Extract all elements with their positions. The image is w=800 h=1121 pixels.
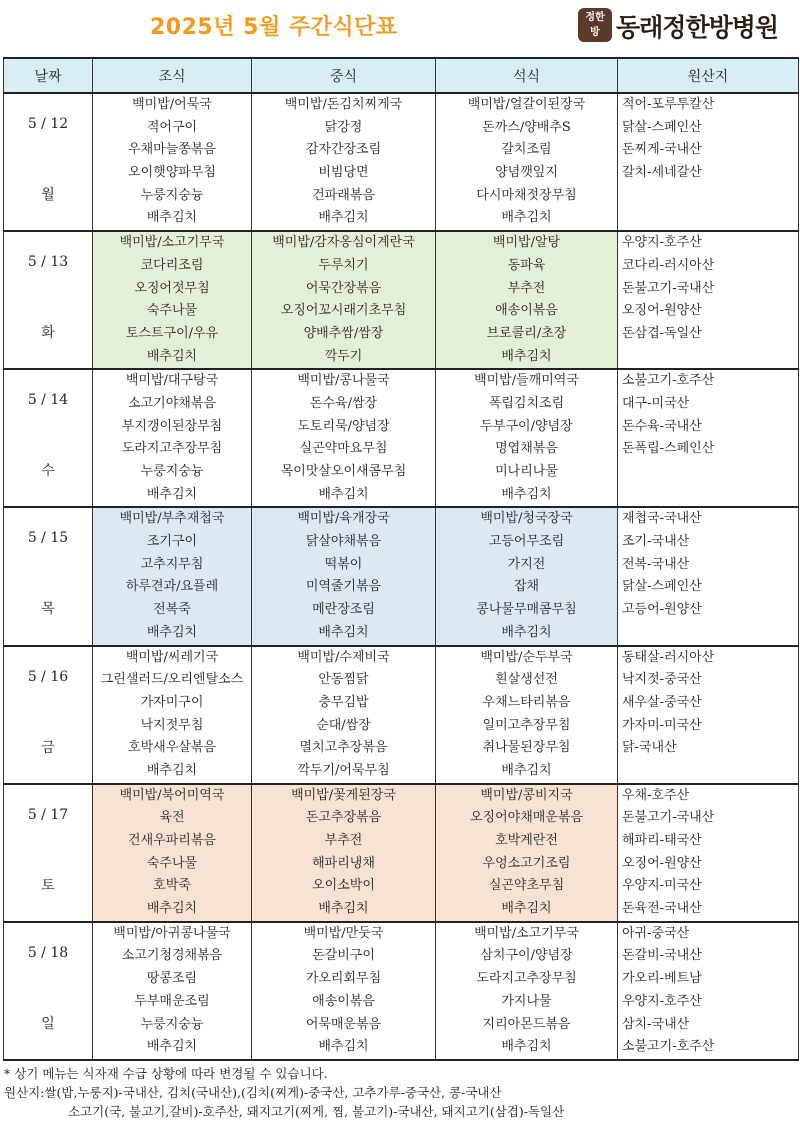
lunch-menu-item: 배추김치	[318, 210, 369, 226]
breakfast-menu-item: 누룽지숭늉	[140, 187, 204, 203]
dinner-menu-item: 두부구이/양념장	[480, 418, 573, 434]
lunch-menu-item: 배추김치	[318, 624, 369, 640]
day-row	[4, 784, 799, 922]
dinner-menu-item: 폭립김치조림	[488, 395, 565, 411]
lunch-menu-item: 돈수육/쌈장	[309, 395, 378, 411]
dinner-cell	[436, 507, 618, 645]
dinner-menu-item: 갈치조림	[501, 142, 552, 158]
date-cell	[4, 369, 93, 507]
breakfast-menu-item: 오이햇양파무침	[128, 165, 216, 181]
hospital-name: 동래정한방병원	[616, 13, 779, 42]
lunch-menu-item: 실곤약마요무침	[299, 441, 388, 457]
hospital-logo: 정한 방	[578, 8, 612, 42]
origin-item: 가오리-베트남	[622, 971, 702, 987]
origin-item: 소불고기-호주산	[622, 1039, 715, 1055]
origin-item: 돈수육-국내산	[622, 418, 702, 434]
dinner-menu-item: 배추김치	[501, 348, 552, 364]
day-row	[4, 922, 799, 1060]
breakfast-menu-item: 백미밥/부추재첩국	[119, 511, 225, 527]
lunch-menu-item: 떡볶이	[324, 556, 363, 572]
dinner-menu-item: 미나리나물	[495, 464, 558, 479]
dinner-cell	[436, 646, 618, 784]
table-header-row	[4, 58, 799, 93]
date-label: 5 / 18	[27, 944, 69, 961]
date-cell	[4, 507, 93, 645]
dinner-menu-item: 백미밥/소고기무국	[474, 925, 579, 941]
breakfast-menu-item: 두부매운조림	[134, 993, 210, 1009]
origin-item: 대구-미국산	[622, 395, 690, 411]
origin-item: 해파리-태국산	[622, 833, 702, 848]
origin-item: 갈치-세네갈산	[622, 165, 702, 181]
breakfast-menu-item: 배추김치	[146, 762, 198, 778]
date-cell	[4, 784, 93, 922]
dinner-menu-item: 가지전	[507, 556, 546, 572]
day-row	[4, 646, 799, 784]
breakfast-menu-item: 배추김치	[146, 210, 198, 226]
origin-item	[618, 346, 798, 369]
dinner-menu-item: 동파육	[507, 257, 546, 273]
origin-item: 재첩국-국내산	[622, 511, 702, 527]
lunch-menu-item: 도토리묵/양념장	[297, 418, 390, 434]
origin-item	[618, 207, 798, 230]
origin-cell	[618, 93, 799, 231]
dinner-menu-item: 백미밥/얼갈이된장국	[467, 97, 586, 112]
day-row	[4, 507, 799, 645]
lunch-menu-item: 애송이볶음	[312, 993, 375, 1009]
breakfast-menu-item: 소고기청경채볶음	[121, 948, 223, 964]
lunch-menu-item: 백미밥/육개장국	[297, 511, 390, 527]
breakfast-menu-item: 고추지무침	[140, 556, 204, 572]
dinner-menu-item: 잡채	[513, 579, 540, 595]
breakfast-menu-item: 백미밥/아귀콩나물국	[113, 925, 231, 941]
origin-cell	[618, 231, 799, 369]
dinner-menu-item: 배추김치	[501, 1039, 552, 1055]
weekday-label: 수	[41, 463, 55, 480]
lunch-menu-item: 배추김치	[318, 486, 369, 502]
lunch-menu-item: 순대/쌈장	[316, 717, 371, 733]
lunch-menu-item: 돈갈비구이	[312, 948, 375, 964]
lunch-menu-item: 닭살야채볶음	[305, 534, 382, 550]
lunch-menu-item: 멸치고추장볶음	[299, 740, 388, 756]
dinner-cell	[436, 93, 618, 231]
breakfast-menu-item: 땅콩조림	[146, 971, 198, 987]
breakfast-menu-item: 배추김치	[146, 348, 198, 364]
breakfast-menu-item: 우채마늘쫑볶음	[128, 142, 216, 158]
lunch-cell	[252, 93, 436, 231]
dinner-menu-item: 호박계란전	[495, 833, 558, 848]
lunch-menu-item: 깍두기	[324, 348, 363, 364]
date-label: 5 / 15	[27, 530, 69, 547]
origin-item: 우양지-호주산	[622, 235, 702, 251]
breakfast-menu-item: 백미밥/소고기무국	[119, 235, 225, 251]
breakfast-menu-item: 육전	[159, 810, 185, 826]
lunch-menu-item: 미역줄기볶음	[305, 579, 382, 595]
lunch-menu-item: 배추김치	[318, 1039, 369, 1055]
origin-item: 전복-국내산	[622, 556, 690, 572]
lunch-menu-item: 양배추쌈/쌈장	[303, 325, 384, 341]
breakfast-menu-item: 호박새우살볶음	[128, 740, 216, 756]
dinner-menu-item: 콩나물무매콤무침	[476, 602, 577, 618]
page-title: 2025년 5월 주간식단표	[150, 15, 398, 40]
footer-origin-line-2: 소고기(국, 불고기,갈비)-호주산, 돼지고기(찌게, 찜, 불고기)-국내산, 돼지고기(삼겹)-독일산	[68, 1104, 565, 1119]
lunch-menu-item: 충무김밥	[318, 694, 369, 710]
origin-item: 고등어-원양산	[622, 602, 702, 618]
column-header-origin: 원산지	[618, 58, 799, 93]
date-cell	[4, 922, 93, 1060]
origin-item: 닭살-스페인산	[622, 119, 702, 135]
breakfast-menu-item: 백미밥/씨레기국	[125, 649, 219, 665]
dinner-menu-item: 실곤약초무침	[488, 878, 565, 894]
breakfast-menu-item: 건새우파리볶음	[128, 833, 216, 848]
origin-item	[618, 484, 798, 507]
lunch-menu-item: 목이맛살오이새콤무침	[280, 464, 407, 479]
lunch-menu-item: 백미밥/만둣국	[303, 925, 384, 941]
lunch-menu-item: 백미밥/감자옹심이계란국	[272, 235, 415, 251]
breakfast-menu-item: 백미밥/대구탕국	[125, 373, 219, 389]
origin-item: 동태살-러시아산	[622, 649, 715, 665]
weekday-label: 화	[41, 325, 55, 342]
dinner-menu-item: 백미밥/콩비지국	[480, 787, 573, 803]
lunch-cell	[252, 922, 436, 1060]
origin-item: 닭-국내산	[622, 740, 677, 756]
lunch-cell	[252, 369, 436, 507]
origin-item: 적어-포루투칼산	[622, 97, 715, 112]
origin-item: 코다리-러시아산	[622, 257, 715, 273]
breakfast-menu-item: 토스트구이/우유	[125, 325, 219, 341]
origin-item: 가자미-미국산	[622, 717, 702, 733]
dinner-menu-item: 고등어무조림	[488, 534, 565, 550]
lunch-menu-item: 건파래볶음	[312, 187, 375, 203]
dinner-cell	[436, 369, 618, 507]
origin-item: 우양지-미국산	[622, 878, 702, 894]
date-label: 5 / 12	[27, 116, 69, 132]
lunch-menu-item: 백미밥/돈김치찌게국	[284, 97, 403, 112]
origin-item	[618, 461, 798, 484]
lunch-cell	[252, 231, 436, 369]
lunch-menu-item: 두루치기	[318, 257, 369, 273]
dinner-menu-item: 도라지고추장무침	[476, 971, 577, 987]
breakfast-menu-item: 코다리조림	[140, 257, 204, 273]
day-row	[4, 93, 799, 231]
breakfast-cell	[93, 507, 252, 645]
origin-item: 삼치-국내산	[622, 1016, 690, 1032]
lunch-menu-item: 해파리냉채	[312, 855, 375, 871]
dinner-menu-item: 배추김치	[501, 210, 552, 226]
dinner-menu-item: 일미고추장무침	[482, 717, 571, 733]
breakfast-menu-item: 배추김치	[146, 1039, 198, 1055]
weekday-label: 월	[41, 187, 55, 203]
breakfast-menu-item: 부지갱이된장무침	[121, 418, 223, 434]
breakfast-cell	[93, 93, 252, 231]
breakfast-menu-item: 소고기야채볶음	[128, 395, 216, 411]
origin-item: 돈삼겹-독일산	[622, 325, 702, 341]
dinner-menu-item: 배추김치	[501, 486, 552, 502]
date-label: 5 / 13	[27, 254, 69, 271]
lunch-cell	[252, 784, 436, 922]
origin-item	[618, 622, 798, 645]
origin-cell	[618, 784, 799, 922]
origin-cell	[618, 507, 799, 645]
footer-origin-line-1: 원산지:쌀(밥,누룽지)-국내산, 김치(국내산),(김치(찌게)-중국산, 고추가루-중국산, 콩-국내산	[4, 1085, 502, 1100]
dinner-menu-item: 부추전	[507, 280, 546, 296]
lunch-cell	[252, 507, 436, 645]
origin-cell	[618, 922, 799, 1060]
origin-item: 우양지-호주산	[622, 993, 702, 1009]
column-header-breakfast: 조식	[93, 58, 252, 93]
weekly-menu-table	[3, 57, 799, 1061]
dinner-menu-item: 백미밥/알탕	[492, 235, 561, 251]
origin-cell	[618, 369, 799, 507]
lunch-menu-item: 닭강정	[324, 119, 363, 135]
breakfast-menu-item: 가자미구이	[140, 694, 204, 710]
origin-item: 새우살-중국산	[622, 694, 702, 710]
dinner-menu-item: 우엉소고기조림	[482, 855, 571, 871]
dinner-menu-item: 양념깻잎지	[495, 165, 558, 181]
breakfast-menu-item: 백미밥/북어미역국	[119, 787, 225, 803]
breakfast-cell	[93, 922, 252, 1060]
footer-note: * 상기 메뉴는 식자재 수급 상황에 따라 변경될 수 있습니다.	[4, 1066, 328, 1081]
breakfast-menu-item: 호박죽	[153, 878, 191, 894]
dinner-menu-item: 취나물된장무침	[482, 740, 571, 756]
lunch-menu-item: 안동찜닭	[318, 672, 369, 688]
lunch-menu-item: 돈고추장볶음	[305, 810, 382, 826]
dinner-cell	[436, 922, 618, 1060]
dinner-menu-item: 브로콜리/초장	[486, 325, 567, 341]
breakfast-menu-item: 백미밥/어묵국	[132, 97, 212, 112]
origin-item: 돈불고기-국내산	[622, 810, 715, 826]
origin-item: 닭살-스페인산	[622, 579, 702, 595]
lunch-menu-item: 비빔당면	[318, 165, 369, 181]
dinner-menu-item: 배추김치	[501, 624, 552, 640]
column-header-lunch: 중식	[252, 58, 436, 93]
breakfast-menu-item: 조기구이	[146, 534, 198, 550]
lunch-menu-item: 오징어꼬시래기초무침	[280, 303, 407, 319]
lunch-menu-item: 백미밥/콩나물국	[297, 373, 390, 389]
breakfast-menu-item: 숙주나물	[146, 855, 198, 871]
date-cell	[4, 93, 93, 231]
dinner-menu-item: 다시마채젓장무침	[476, 187, 577, 203]
breakfast-menu-item: 하루견과/요플레	[125, 579, 219, 595]
day-row	[4, 231, 799, 369]
origin-item	[618, 760, 798, 783]
breakfast-menu-item: 배추김치	[146, 624, 198, 640]
dinner-menu-item: 우채느타리볶음	[482, 694, 571, 710]
dinner-cell	[436, 231, 618, 369]
lunch-menu-item: 감자간장조림	[305, 142, 382, 158]
dinner-menu-item: 백미밥/청국장국	[480, 511, 573, 527]
lunch-menu-item: 부추전	[324, 833, 363, 848]
lunch-menu-item: 오이소박이	[312, 878, 375, 894]
breakfast-cell	[93, 784, 252, 922]
breakfast-menu-item: 누룽지숭늉	[140, 464, 204, 479]
dinner-menu-item: 삼치구이/양념장	[480, 948, 573, 964]
breakfast-menu-item: 적어구이	[146, 119, 198, 135]
lunch-menu-item: 어묵간장볶음	[305, 280, 382, 296]
footer-notes	[4, 1064, 564, 1121]
lunch-menu-item: 백미밥/수제비국	[297, 649, 390, 665]
lunch-menu-item: 어묵매운볶음	[305, 1016, 382, 1032]
lunch-menu-item: 가오리회무침	[305, 971, 382, 987]
weekday-label: 일	[41, 1015, 55, 1032]
origin-item: 오징어-원양산	[622, 855, 702, 871]
dinner-menu-item: 백미밥/순두부국	[480, 649, 573, 665]
origin-item: 돈불고기-국내산	[622, 280, 715, 296]
origin-cell	[618, 646, 799, 784]
dinner-menu-item: 돈까스/양배추S	[482, 119, 571, 135]
breakfast-menu-item: 낙지젓무침	[140, 717, 204, 733]
dinner-cell	[436, 784, 618, 922]
origin-item: 낙지젓-중국산	[622, 672, 702, 688]
date-label: 5 / 14	[27, 392, 69, 409]
column-header-date: 날짜	[4, 58, 93, 93]
column-header-dinner: 석식	[436, 58, 618, 93]
origin-item: 돈육전-국내산	[622, 901, 702, 917]
lunch-menu-item: 백미밥/꽃게된장국	[291, 787, 396, 803]
dinner-menu-item: 가지나물	[501, 993, 552, 1009]
dinner-menu-item: 배추김치	[501, 901, 552, 917]
dinner-menu-item: 지리아몬드볶음	[482, 1016, 571, 1032]
dinner-menu-item: 애송이볶음	[495, 303, 558, 319]
breakfast-menu-item: 전복죽	[153, 602, 191, 618]
breakfast-menu-item: 그린샐러드/오리엔탈소스	[100, 672, 244, 688]
date-label: 5 / 16	[27, 668, 69, 685]
lunch-menu-item: 배추김치	[318, 901, 369, 917]
dinner-menu-item: 명엽채볶음	[495, 441, 558, 457]
origin-item: 조기-국내산	[622, 534, 690, 550]
dinner-menu-item: 백미밥/들깨미역국	[474, 373, 579, 389]
breakfast-menu-item: 배추김치	[146, 486, 198, 502]
origin-item: 오징어-원양산	[622, 303, 702, 319]
date-label: 5 / 17	[27, 806, 69, 823]
date-cell	[4, 646, 93, 784]
breakfast-menu-item: 숙주나물	[146, 303, 198, 319]
weekday-label: 토	[41, 877, 55, 894]
lunch-menu-item: 깍두기/어묵무침	[297, 762, 390, 778]
breakfast-menu-item: 배추김치	[146, 901, 198, 917]
date-cell	[4, 231, 93, 369]
weekday-label: 금	[41, 739, 55, 756]
dinner-menu-item: 배추김치	[501, 762, 552, 778]
origin-item: 돈갈비-국내산	[622, 948, 702, 964]
dinner-menu-item: 오징어야채매운볶음	[469, 810, 584, 826]
breakfast-cell	[93, 646, 252, 784]
day-row	[4, 369, 799, 507]
origin-item	[618, 185, 798, 208]
origin-item: 소불고기-호주산	[622, 373, 715, 389]
origin-item: 우채-호주산	[622, 787, 690, 803]
dinner-menu-item: 흰살생선전	[495, 672, 558, 688]
lunch-menu-item: 메란장조림	[312, 602, 375, 618]
breakfast-cell	[93, 231, 252, 369]
origin-item: 아귀-중국산	[622, 925, 690, 941]
weekday-label: 목	[41, 601, 55, 618]
breakfast-menu-item: 오징어젓무침	[134, 280, 210, 296]
origin-item: 돈폭립-스페인산	[622, 441, 715, 457]
breakfast-menu-item: 누룽지숭늉	[140, 1016, 204, 1032]
breakfast-menu-item: 도라지고추장무침	[121, 441, 223, 457]
lunch-cell	[252, 646, 436, 784]
origin-item: 돈찌게-국내산	[622, 142, 702, 158]
breakfast-cell	[93, 369, 252, 507]
